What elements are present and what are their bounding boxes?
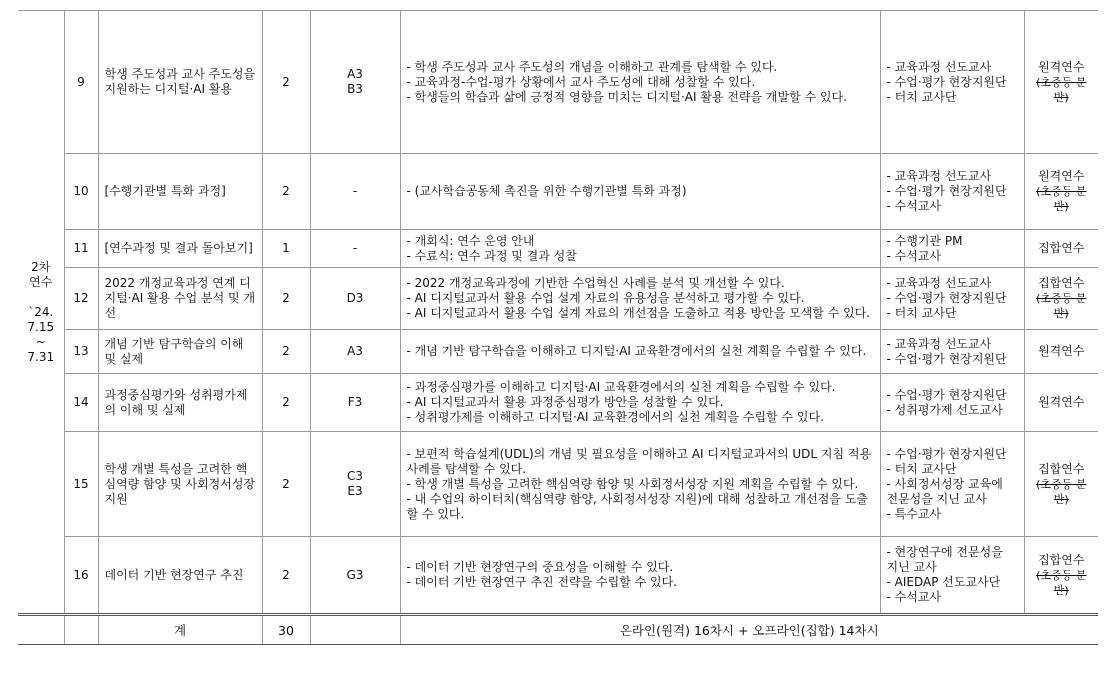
- target-item: - 수행기관 PM: [886, 233, 963, 248]
- session-number: 11: [64, 230, 98, 268]
- phase-line: [24, 290, 58, 305]
- objective-item: - AI 디지털교과서 활용 수업 설계 자료의 개선점을 도출하고 적용 방안을 모색할 수 있다.: [406, 306, 871, 320]
- total-row: [18, 615, 1098, 645]
- target-item: - 교육과정 선도교사: [886, 169, 992, 183]
- objective-item: - AI 디지털교과서 활용 과정중심평가 방안을 성찰할 수 있다.: [406, 395, 724, 409]
- objectives-cell: [400, 11, 880, 154]
- session-hours: 2: [262, 268, 310, 330]
- competency-code-cell: [310, 230, 400, 268]
- target-item: - 교육과정 선도교사: [886, 59, 992, 74]
- target-item: - 터치 교사단: [886, 89, 957, 104]
- targets-cell: [880, 268, 1024, 330]
- training-mode-note: (초중등 분반): [1036, 75, 1087, 104]
- session-title: [수행기관별 특화 과정]: [98, 154, 262, 230]
- training-mode: 집합연수: [1038, 461, 1085, 476]
- target-item: - 터치 교사단: [886, 306, 957, 320]
- table-row: [18, 432, 1098, 537]
- session-title: 학생 주도성과 교사 주도성을 지원하는 디지털·AI 활용: [98, 11, 262, 154]
- session-number: 13: [64, 330, 98, 374]
- target-item: - 수업·평가 현장지원단: [886, 74, 1007, 89]
- target-item: - 현장연구에 전문성을 지닌 교사: [886, 545, 1003, 574]
- curriculum-table: [18, 10, 1098, 645]
- objective-item: - 학생 주도성과 교사 주도성의 개념을 이해하고 관계를 탐색할 수 있다.: [406, 59, 778, 74]
- target-item: - 사회정서성장 교육에 전문성을 지닌 교사: [886, 476, 1003, 506]
- training-mode-cell: [1024, 330, 1098, 374]
- objective-item: - 보편적 학습설계(UDL)의 개념 및 필요성을 이해하고 AI 디지털교과서의 UDL 지침 적용 사례를 탐색할 수 있다.: [406, 446, 872, 476]
- competency-code-cell: [310, 11, 400, 154]
- competency-code: -: [352, 241, 358, 255]
- target-item: - 터치 교사단: [886, 461, 957, 476]
- competency-code: A3: [347, 67, 363, 81]
- objectives-cell: [400, 432, 880, 537]
- competency-code-cell: [310, 330, 400, 374]
- session-number: 12: [64, 268, 98, 330]
- training-mode: 집합연수: [1038, 241, 1085, 255]
- target-item: - 수석교사: [886, 248, 942, 263]
- training-mode: 원격연수: [1038, 169, 1085, 183]
- objective-item: - AI 디지털교과서 활용 수업 설계 자료의 유용성을 분석하고 평가할 수 있다.: [406, 291, 805, 305]
- table-row: [18, 11, 1098, 154]
- target-item: - 수석교사: [886, 590, 942, 604]
- session-number: 14: [64, 374, 98, 432]
- total-summary: 온라인(원격) 16차시 + 오프라인(집합) 14차시: [400, 615, 1098, 645]
- session-hours: 2: [262, 330, 310, 374]
- target-item: - 교육과정 선도교사: [886, 276, 992, 290]
- objectives-cell: [400, 230, 880, 268]
- target-item: - 수업·평가 현장지원단: [886, 446, 1007, 461]
- objective-item: - 개념 기반 탐구학습을 이해하고 디지털·AI 교육환경에서의 실천 계획을 수립할 수 있다.: [406, 344, 867, 358]
- training-mode-cell: [1024, 154, 1098, 230]
- session-hours: 2: [262, 154, 310, 230]
- phase-line: 7.31: [27, 349, 55, 364]
- competency-code-cell: [310, 154, 400, 230]
- objective-item: - 데이터 기반 현장연구의 중요성을 이해할 수 있다.: [406, 560, 674, 574]
- session-number: 9: [64, 11, 98, 154]
- total-hours: 30: [262, 615, 310, 645]
- competency-code: C3: [346, 469, 363, 483]
- training-mode-cell: [1024, 432, 1098, 537]
- training-mode-cell: [1024, 230, 1098, 268]
- competency-code: B3: [347, 82, 363, 96]
- session-title: 과정중심평가와 성취평가제의 이해 및 실제: [98, 374, 262, 432]
- training-mode-cell: [1024, 537, 1098, 615]
- targets-cell: [880, 537, 1024, 615]
- training-mode-note: (초중등 분반): [1036, 185, 1087, 213]
- training-mode-note: (초중등 분반): [1036, 568, 1087, 597]
- objective-item: - 내 수업의 하이터치(핵심역량 함양, 사회정서성장 지원)에 대해 성찰하고 개선점을 도출할 수 있다.: [406, 491, 868, 521]
- objective-item: - 학생들의 학습과 삶에 긍정적 영향을 미치는 디지털·AI 활용 전략을 개발할 수 있다.: [406, 89, 847, 104]
- phase-line: 2차: [31, 259, 51, 274]
- target-item: - 수업·평가 현장지원단: [886, 184, 1007, 198]
- table-row: [18, 374, 1098, 432]
- competency-code-cell: [310, 374, 400, 432]
- total-label: 계: [98, 615, 262, 645]
- session-title: 2022 개정교육과정 연계 디지털·AI 활용 수업 분석 및 개선: [98, 268, 262, 330]
- table-row: [18, 537, 1098, 615]
- training-mode-note: (초중등 분반): [1036, 477, 1087, 506]
- objectives-cell: [400, 330, 880, 374]
- session-hours: 1: [262, 230, 310, 268]
- objective-item: - 성취평가제를 이해하고 디지털·AI 교육환경에서의 실천 계획을 수립할 수 있다.: [406, 410, 824, 424]
- competency-code: F3: [347, 395, 363, 409]
- competency-code: G3: [346, 567, 364, 582]
- total-code-cell: [310, 615, 400, 645]
- objective-item: - 교육과정-수업-평가 상황에서 교사 주도성에 대해 성찰할 수 있다.: [406, 74, 756, 89]
- training-mode-cell: [1024, 374, 1098, 432]
- competency-code-cell: [310, 268, 400, 330]
- competency-code-cell: [310, 537, 400, 615]
- session-title: 데이터 기반 현장연구 추진: [98, 537, 262, 615]
- training-mode-cell: [1024, 11, 1098, 154]
- target-item: - 특수교사: [886, 506, 942, 521]
- session-hours: 2: [262, 432, 310, 537]
- competency-code: A3: [347, 344, 363, 358]
- objectives-cell: [400, 537, 880, 615]
- objectives-cell: [400, 374, 880, 432]
- session-hours: 2: [262, 374, 310, 432]
- objective-item: - 수료식: 연수 과정 및 결과 성찰: [406, 248, 577, 263]
- objective-item: - (교사학습공동체 촉진을 위한 수행기관별 특화 과정): [406, 184, 687, 198]
- table-row: [18, 230, 1098, 268]
- table-row: [18, 330, 1098, 374]
- training-mode: 집합연수: [1038, 552, 1085, 567]
- session-number: 16: [64, 537, 98, 615]
- table-row: [18, 268, 1098, 330]
- total-no-cell: [64, 615, 98, 645]
- target-item: - 수업·평가 현장지원단: [886, 387, 1007, 402]
- phase-cell: [18, 11, 64, 615]
- training-mode-note: (초중등 분반): [1036, 292, 1087, 320]
- training-mode: 원격연수: [1038, 344, 1085, 358]
- session-title: 학생 개별 특성을 고려한 핵심역량 함양 및 사회정서성장 지원: [98, 432, 262, 537]
- targets-cell: [880, 330, 1024, 374]
- target-item: - 교육과정 선도교사: [886, 336, 992, 351]
- objectives-cell: [400, 268, 880, 330]
- target-item: - 수석교사: [886, 199, 942, 213]
- objectives-cell: [400, 154, 880, 230]
- session-hours: 2: [262, 11, 310, 154]
- training-mode: 원격연수: [1038, 395, 1085, 409]
- session-number: 10: [64, 154, 98, 230]
- targets-cell: [880, 154, 1024, 230]
- target-item: - 수업·평가 현장지원단: [886, 351, 1007, 366]
- competency-code: E3: [347, 484, 363, 498]
- training-mode-cell: [1024, 268, 1098, 330]
- training-mode: 집합연수: [1038, 276, 1085, 290]
- targets-cell: [880, 374, 1024, 432]
- objective-item: - 과정중심평가를 이해하고 디지털·AI 교육환경에서의 실천 계획을 수립할 수 있다.: [406, 380, 836, 394]
- targets-cell: [880, 432, 1024, 537]
- table-row: [18, 154, 1098, 230]
- target-item: - 수업·평가 현장지원단: [886, 291, 1007, 305]
- objective-item: - 데이터 기반 현장연구 추진 전략을 수립할 수 있다.: [406, 575, 678, 589]
- targets-cell: [880, 230, 1024, 268]
- phase-line: ~: [35, 334, 46, 349]
- phase-line: `24.: [28, 304, 54, 319]
- session-number: 15: [64, 432, 98, 537]
- target-item: - AIEDAP 선도교사단: [886, 575, 1001, 589]
- objective-item: - 2022 개정교육과정에 기반한 수업혁신 사례를 분석 및 개선할 수 있다.: [406, 276, 785, 290]
- phase-line: 연수: [29, 274, 53, 289]
- objective-item: - 개회식: 연수 운영 안내: [406, 233, 535, 248]
- total-lead-cell: [18, 615, 64, 645]
- competency-code-cell: [310, 432, 400, 537]
- session-hours: 2: [262, 537, 310, 615]
- session-title: [연수과정 및 결과 돌아보기]: [98, 230, 262, 268]
- objective-item: - 학생 개별 특성을 고려한 핵심역량 함양 및 사회정서성장 지원 계획을 수립할 수 있다.: [406, 476, 859, 491]
- competency-code: D3: [346, 291, 364, 305]
- phase-line: 7.15: [27, 319, 55, 334]
- target-item: - 성취평가제 선도교사: [886, 402, 1003, 417]
- targets-cell: [880, 11, 1024, 154]
- curriculum-table-body: [18, 11, 1098, 645]
- training-mode: 원격연수: [1038, 59, 1085, 74]
- session-title: 개념 기반 탐구학습의 이해 및 실제: [98, 330, 262, 374]
- competency-code: -: [352, 184, 358, 198]
